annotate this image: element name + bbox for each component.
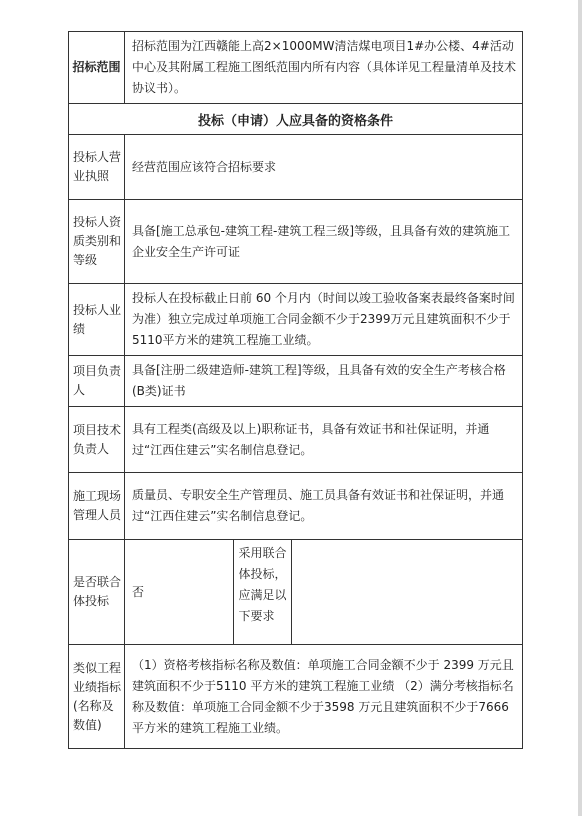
license-value: 经营范围应该符合招标要求 — [125, 135, 523, 200]
scope-label: 招标范围 — [69, 32, 125, 104]
qualification-value: 具备[施工总承包-建筑工程-建筑工程三级]等级，且具备有效的建筑施工企业安全生产许可证 — [125, 200, 523, 284]
consortium-subtable — [125, 540, 522, 644]
license-label: 投标人营业执照 — [69, 135, 125, 200]
project-manager-row — [69, 356, 523, 407]
similar-value: （1）资格考核指标名称及数值：单项施工合同金额不少于 2399 万元且建筑面积不少于5110 平方米的建筑工程施工业绩 （2）满分考核指标名称及数值：单项施工合同金额不少于3598 万元且建筑面积不少于7666 平方米的建筑工程施工业绩。 — [125, 645, 523, 749]
section-title-row — [69, 104, 523, 135]
project-manager-label: 项目负责人 — [69, 356, 125, 407]
consortium-cell — [125, 540, 523, 645]
section-title: 投标（申请）人应具备的资格条件 — [69, 104, 523, 135]
consortium-row — [69, 540, 523, 645]
consortium-sub-value — [291, 540, 522, 644]
qualification-label: 投标人资质类别和等级 — [69, 200, 125, 284]
similar-row — [69, 645, 523, 749]
scope-row — [69, 32, 523, 104]
tech-lead-row — [69, 407, 523, 473]
qualification-table — [68, 31, 523, 749]
performance-value: 投标人在投标截止日前 60 个月内（时间以竣工验收备案表最终备案时间为准）独立完成过单项施工合同金额不少于2399万元且建筑面积不少于5110平方米的建筑工程施工业绩。 — [125, 284, 523, 356]
performance-row — [69, 284, 523, 356]
site-staff-value: 质量员、专职安全生产管理员、施工员具备有效证书和社保证明，并通过“江西住建云”实名制信息登记。 — [125, 473, 523, 540]
site-staff-label: 施工现场管理人员 — [69, 473, 125, 540]
tech-lead-label: 项目技术负责人 — [69, 407, 125, 473]
page-edge-shadow — [578, 0, 582, 816]
similar-label: 类似工程业绩指标(名称及数值) — [69, 645, 125, 749]
tech-lead-value: 具有工程类(高级及以上)职称证书，具备有效证书和社保证明，并通过“江西住建云”实名制信息登记。 — [125, 407, 523, 473]
consortium-label: 是否联合体投标 — [69, 540, 125, 645]
scope-value: 招标范围为江西赣能上高2×1000MW清洁煤电项目1#办公楼、4#活动中心及其附属工程施工图纸范围内所有内容（具体详见工程量清单及技术协议书）。 — [125, 32, 523, 104]
consortium-sub-label: 采用联合体投标，应满足以下要求 — [233, 540, 291, 644]
project-manager-value: 具备[注册二级建造师-建筑工程]等级，且具备有效的安全生产考核合格(B类)证书 — [125, 356, 523, 407]
license-row — [69, 135, 523, 200]
site-staff-row — [69, 473, 523, 540]
qualification-row — [69, 200, 523, 284]
consortium-value: 否 — [132, 584, 145, 599]
performance-label: 投标人业绩 — [69, 284, 125, 356]
